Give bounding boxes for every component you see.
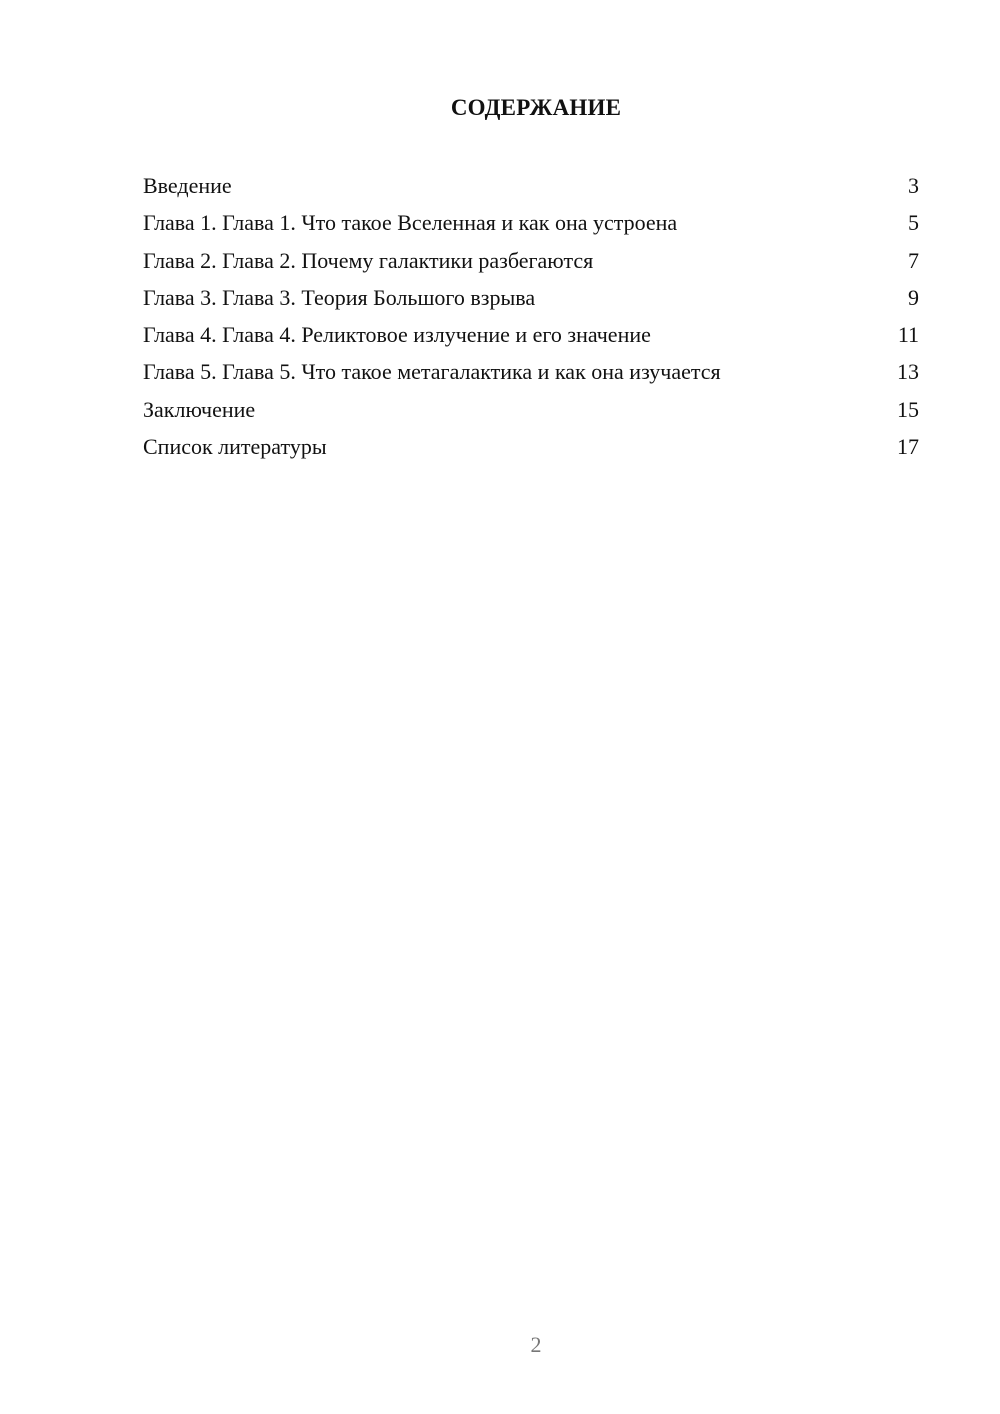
toc-entry-chapter-5[interactable] — [143, 353, 919, 390]
toc-entry-references[interactable] — [143, 428, 919, 465]
toc-entry-label: Глава 2. Глава 2. Почему галактики разбегаются — [143, 247, 594, 273]
toc-entry-page: 11 — [897, 322, 919, 348]
toc-entry-label: Глава 1. Глава 1. Что такое Вселенная и как она устроена — [143, 210, 678, 236]
page-number: 2 — [530, 1332, 542, 1357]
toc-entry-label: Список литературы — [143, 434, 327, 460]
toc-entry-chapter-2[interactable] — [143, 242, 919, 279]
toc-entry-page: 17 — [897, 434, 919, 460]
page-title: СОДЕРЖАНИЕ — [450, 95, 622, 120]
toc-entry-page: 9 — [908, 284, 919, 310]
toc-entry-chapter-1[interactable] — [143, 204, 919, 241]
toc-entry-label: Глава 3. Глава 3. Теория Большого взрыва — [143, 284, 536, 310]
toc-entry-label: Глава 5. Глава 5. Что такое метагалактика и как она изучается — [143, 359, 721, 385]
toc-entry-page: 5 — [908, 210, 919, 236]
toc-entry-chapter-3[interactable] — [143, 279, 919, 316]
toc-entry-page: 13 — [897, 359, 919, 385]
toc-entry-chapter-4[interactable] — [143, 316, 919, 353]
toc-entry-introduction[interactable] — [143, 167, 919, 204]
toc-entry-page: 7 — [908, 247, 919, 273]
toc-entry-label: Введение — [143, 173, 232, 198]
toc-entry-conclusion[interactable] — [143, 391, 919, 428]
toc-entry-page: 15 — [897, 396, 919, 422]
toc-entry-label: Глава 4. Глава 4. Реликтовое излучение и его значение — [143, 322, 651, 348]
toc-entry-label: Заключение — [143, 396, 256, 422]
table-of-contents — [143, 167, 919, 465]
toc-entry-page: 3 — [908, 173, 919, 198]
